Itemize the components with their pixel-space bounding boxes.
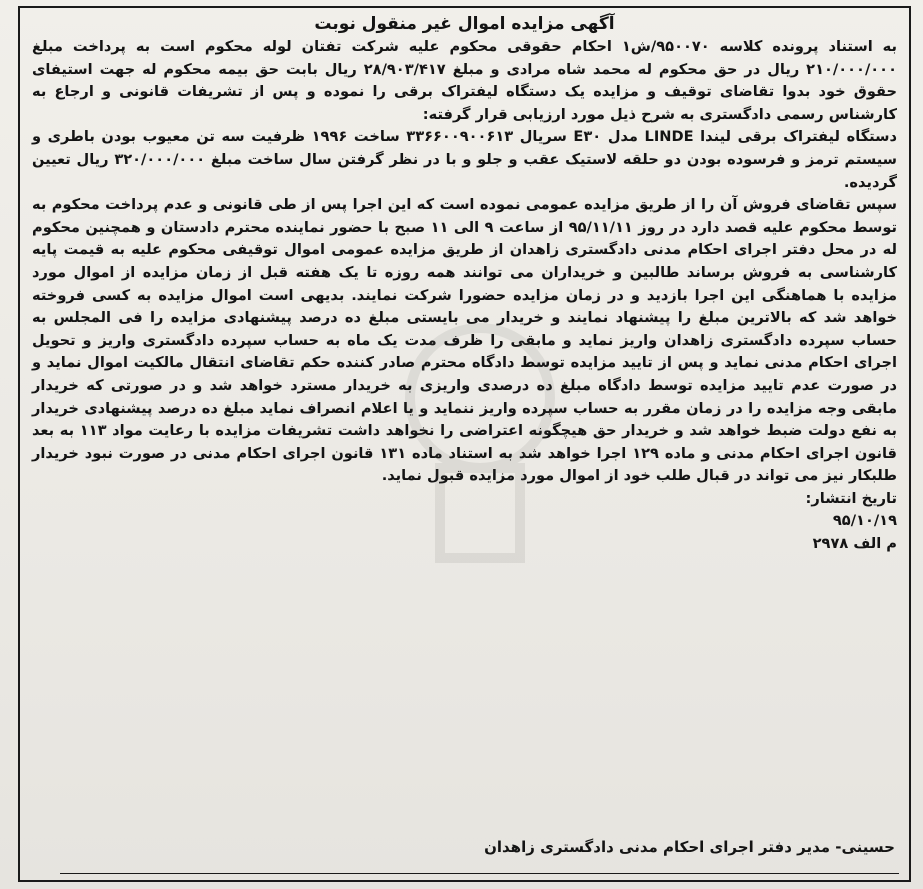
notice-title: آگهی مزایده اموال غیر منقول نوبت [314,14,615,34]
publish-info [32,488,897,556]
notice-paragraph-terms: سپس تقاضای فروش آن را از طریق مزایده عمومی نموده است که این اجرا پس از طی قانونی و عدم پرداخت محکوم به توسط محکوم علیه قصد دارد در روز ۹۵/۱۱/۱۱ از ساعت ۹ الی ۱۱ صبح با حضور نماینده محترم دادستان و همچنین محکوم له در محل دفتر اجرای احکام مدنی دادگستری زاهدان از طریق مزایده عمومی اموال توقیفی محکوم علیه به قیمت پایه کارشناسی به فروش برساند طالبین و خریداران می توانند همه روزه تا یک هفته قبل از زمان مزایده از اموال مورد مزایده با هماهنگی این اجرا بازدید و در زمان مزایده حضورا شرکت نمایند. بدیهی است اموال مزایده به کسی فروخته خواهد شد که بالاترین مبلغ را پیشنهاد نمایند و خریدار می بایستی مبلغ ده درصد پیشنهادی مزایده را فی المجلس به حساب سپرده دادگستری زاهدان واریز نماید و مابقی را ظرف مدت یک ماه به حساب سپرده دادگستری واریز و تحویل اجرای احکام مدنی نماید و پس از تایید مزایده توسط دادگاه محترم صادر کننده حکم تقاضای انتقال مالکیت اموال نماید و در صورت عدم تایید مزایده توسط دادگاه مبلغ ده درصدی واریزی به خریدار مسترد خواهد شد و در صورتی که خریدار مابقی وجه مزایده را در زمان مقرر به حساب سپرده واریز ننماید و یا اعلام انصراف نماید مبلغ ده درصد پیشنهادی خریدار به نفع دولت ضبط خواهد شد و خریدار حق هیچگونه اعتراضی را نخواهد داشت تشریفات مزایده با رعایت مواد ۱۱۳ به بعد قانون اجرای احکام مدنی و ماده ۱۲۹ اجرا خواهد شد به استناد ماده ۱۳۱ قانون اجرای احکام مدنی در صورت نبود خریدار طلبکار نیز می تواند در قبال طلب خود از اموال مورد مزایده قبول نماید. [32,196,897,485]
publish-label: تاریخ انتشار: [805,489,897,507]
signature-line: حسینی- مدیر دفتر اجرای احکام مدنی دادگستری زاهدان [484,838,895,856]
auction-notice-box [18,6,911,882]
notice-paragraph-case: به استناد پرونده کلاسه ۹۵۰۰۷۰/ش۱ احکام حقوقی محکوم علیه شرکت تفتان لوله محکوم است به پرداخت مبلغ ۲۱۰/۰۰۰/۰۰۰ ریال در حق محکوم له محمد شاه مرادی و مبلغ ۲۸/۹۰۳/۴۱۷ ریال بابت حق بیمه محکوم له جهت استیفای حقوق خود بدوا تقاضای توقیف و مزایده یک دستگاه لیفتراک برقی را نموده و پس از تشریفات قانونی و ارجاع به کارشناس رسمی دادگستری به شرح ذیل مورد ارزیابی قرار گرفته: [32,38,897,123]
notice-paragraph-item: دستگاه لیفتراک برقی لیندا LINDE مدل E۳۰ سریال ۳۳۶۶۰۰۹۰۰۶۱۳ ساخت ۱۹۹۶ ظرفیت سه تن معیوب بودن باطری و سیستم ترمز و فرسوده بودن دو حلقه لاستیک عقب و جلو و با در نظر گرفتن سال ساخت مبلغ ۳۲۰/۰۰۰/۰۰۰ ریال تعیین گردیده. [32,128,897,191]
notice-code: م الف ۲۹۷۸ [812,535,897,553]
bottom-divider [60,873,899,874]
publish-date: ۹۵/۱۰/۱۹ [832,512,897,530]
